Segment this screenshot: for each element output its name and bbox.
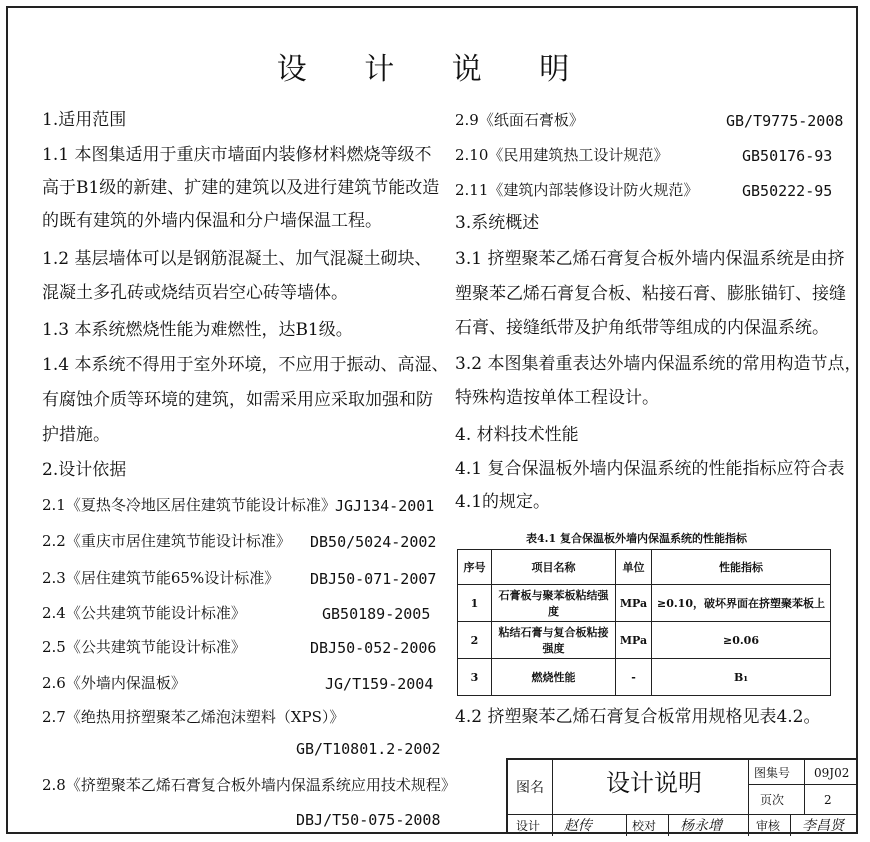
reference-code: GB50176-93 (742, 147, 833, 165)
reference-name: 2.6《外墙内保温板》 (42, 674, 186, 692)
section-4-1-line-2: 4.1的规定。 (455, 492, 551, 512)
atlas-number-label: 图集号 (754, 766, 791, 780)
section-1-1-line-3: 的既有建筑的外墙内保温和分户墙保温工程。 (42, 211, 382, 231)
section-1-1-line-2: 高于B1级的新建、扩建的建筑以及进行建筑节能改造 (42, 178, 440, 198)
table-header-cell: 性能指标 (652, 550, 831, 585)
reference-code: GB50222-95 (742, 182, 833, 200)
drawing-name-label: 图名 (516, 780, 544, 796)
reference-name: 2.5《公共建筑节能设计标准》 (42, 638, 246, 656)
atlas-number-value: 09J02 (814, 766, 850, 780)
reference-name: 2.2《重庆市居住建筑节能设计标准》 (42, 532, 291, 550)
table-cell: 石膏板与聚苯板粘结强度 (492, 585, 616, 622)
reference-code: GB50189-2005 (322, 605, 431, 623)
table-header-row (458, 550, 831, 585)
table-cell: B₁ (652, 659, 831, 696)
table-cell: ≥0.06 (652, 622, 831, 659)
reference-name: 2.9《纸面石膏板》 (455, 111, 584, 129)
reference-code: GB/T10801.2-2002 (296, 740, 441, 758)
section-3-1-line-1: 3.1 挤塑聚苯乙烯石膏复合板外墙内保温系统是由挤 (455, 249, 845, 269)
table-row (458, 659, 831, 696)
reviewer-label: 审核 (756, 819, 781, 833)
section-1-4-line-1: 1.4 本系统不得用于室外环境，不应用于振动、高湿、 (42, 355, 449, 375)
section-4-2: 4.2 挤塑聚苯乙烯石膏复合板常用规格见表4.2。 (455, 707, 821, 727)
section-4-heading: 4. 材料技术性能 (455, 425, 579, 445)
table-header-cell: 序号 (458, 550, 492, 585)
section-1-1-line-1: 1.1 本图集适用于重庆市墙面内装修材料燃烧等级不 (42, 145, 432, 165)
table-cell: 1 (458, 585, 492, 622)
table-cell: ≥0.10，破坏界面在挤塑聚苯板上 (652, 585, 831, 622)
page-title: 设 计 说 明 (276, 52, 594, 87)
section-3-1-line-2: 塑聚苯乙烯石膏复合板、粘接石膏、膨胀锚钉、接缝 (455, 284, 846, 304)
checker-label: 校对 (632, 819, 657, 833)
section-1-2-line-2: 混凝土多孔砖或烧结页岩空心砖等墙体。 (42, 283, 348, 303)
reference-code: DB50/5024-2002 (310, 533, 437, 551)
reference-name: 2.3《居住建筑节能65%设计标准》 (42, 569, 280, 587)
table-cell: MPa (616, 585, 652, 622)
page-label: 页次 (760, 793, 785, 807)
reference-code: DBJ50-071-2007 (310, 570, 437, 588)
section-3-2-line-1: 3.2 本图集着重表达外墙内保温系统的常用构造节点， (455, 354, 862, 374)
reviewer-signature: 李昌贤 (802, 818, 844, 834)
table-caption: 表4.1 复合保温板外墙内保温系统的性能指标 (526, 532, 747, 545)
section-1-3: 1.3 本系统燃烧性能为难燃性，达B1级。 (42, 320, 353, 340)
table-cell: 3 (458, 659, 492, 696)
checker-signature: 杨永增 (680, 818, 722, 834)
reference-code: JGJ134-2001 (335, 497, 435, 515)
table-cell: - (616, 659, 652, 696)
section-4-1-line-1: 4.1 复合保温板外墙内保温系统的性能指标应符合表 (455, 459, 845, 479)
section-2-heading: 2.设计依据 (42, 460, 127, 480)
table-cell: 燃烧性能 (492, 659, 616, 696)
title-block (506, 758, 858, 834)
table-row (458, 622, 831, 659)
table-cell: 粘结石膏与复合板粘接强度 (492, 622, 616, 659)
performance-table (457, 549, 831, 696)
designer-label: 设计 (516, 819, 541, 833)
section-1-4-line-2: 有腐蚀介质等环境的建筑，如需采用应采取加强和防 (42, 390, 433, 410)
section-3-2-line-2: 特殊构造按单体工程设计。 (455, 388, 659, 408)
designer-signature: 赵传 (564, 818, 592, 834)
reference-name: 2.1《夏热冬冷地区居住建筑节能设计标准》 (42, 496, 336, 514)
section-1-4-line-3: 护措施。 (42, 425, 110, 445)
reference-name: 2.7《绝热用挤塑聚苯乙烯泡沫塑料（XPS）》 (42, 708, 345, 726)
table-row (458, 585, 831, 622)
page-value: 2 (824, 793, 832, 807)
table-cell: MPa (616, 622, 652, 659)
table-header-cell: 单位 (616, 550, 652, 585)
reference-code: DBJ/T50-075-2008 (296, 811, 441, 829)
reference-name: 2.4《公共建筑节能设计标准》 (42, 604, 246, 622)
section-1-heading: 1.适用范围 (42, 110, 127, 130)
section-1-2-line-1: 1.2 基层墙体可以是钢筋混凝土、加气混凝土砌块、 (42, 249, 432, 269)
section-3-heading: 3.系统概述 (455, 213, 540, 233)
reference-code: GB/T9775-2008 (726, 112, 844, 130)
drawing-name-value: 设计说明 (606, 769, 702, 797)
reference-name: 2.11《建筑内部装修设计防火规范》 (455, 181, 699, 199)
table-header-cell: 项目名称 (492, 550, 616, 585)
reference-code: DBJ50-052-2006 (310, 639, 437, 657)
section-3-1-line-3: 石膏、接缝纸带及护角纸带等组成的内保温系统。 (455, 318, 829, 338)
reference-code: JG/T159-2004 (325, 675, 434, 693)
reference-name: 2.10《民用建筑热工设计规范》 (455, 146, 669, 164)
table-cell: 2 (458, 622, 492, 659)
reference-name: 2.8《挤塑聚苯乙烯石膏复合板外墙内保温系统应用技术规程》 (42, 776, 456, 794)
